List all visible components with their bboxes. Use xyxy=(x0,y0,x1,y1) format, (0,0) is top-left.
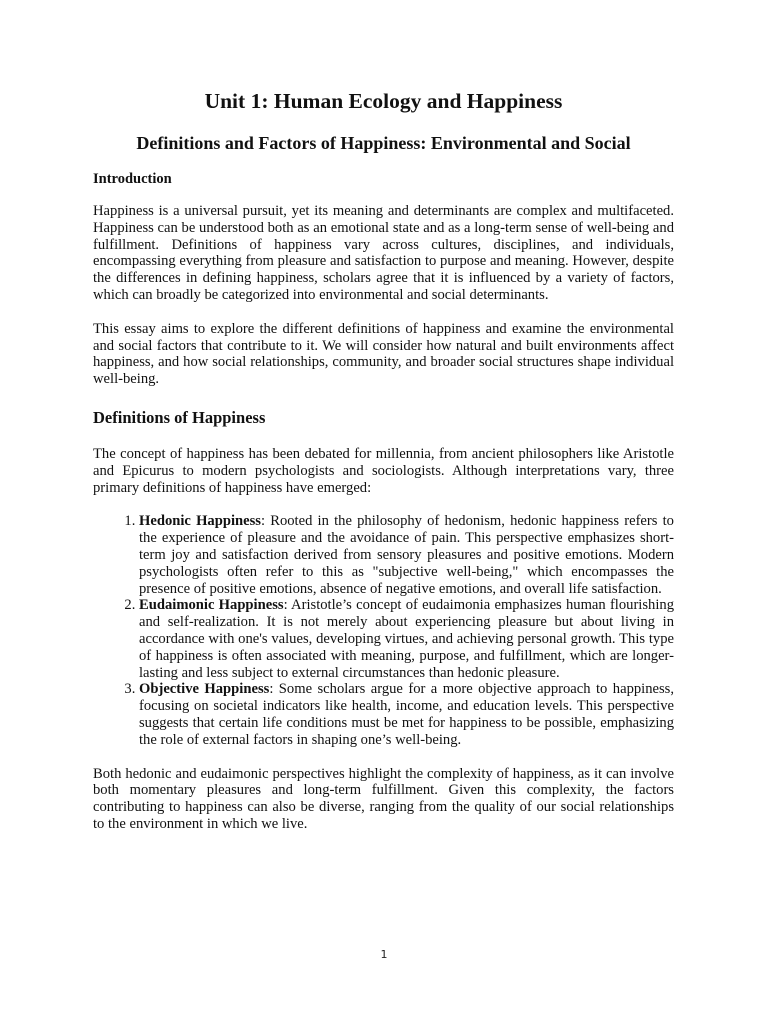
definition-term: Objective Happiness xyxy=(139,681,270,698)
closing-paragraph: Both hedonic and eudaimonic perspectives highlight the complexity of happiness, as it can involve both momentary pleasures and long-term fulfillment. Given this complexity, the factors contributing to happiness can also be diverse, ranging from the quality of our social relationships to the environment in which we live. xyxy=(93,765,674,832)
page-number: 1 xyxy=(380,948,388,961)
definition-text: : Rooted in the philosophy of hedonism, hedonic happiness refers to the experience of pleasure and the avoidance of pain. This perspective emphasizes short-term joy and satisfaction derived from sensory pleasures and positive emotions. Modern psychologists often refer to this as "subjective well-being," which encompasses the presence of positive emotions, absence of negative emotions, and overall life satisfaction. xyxy=(139,513,674,597)
definitions-heading: Definitions of Happiness xyxy=(93,407,266,427)
definition-text: : Aristotle’s concept of eudaimonia emphasizes human flourishing and self-realization. It is not merely about experiencing pleasure but about living in accordance with one's values, developing virtues, and achieving personal growth. This type of happiness is often associated with meaning, purpose, and fulfillment, which are longer-lasting and less subject to external circumstances than hedonic pleasure. xyxy=(139,597,674,681)
document-content xyxy=(93,86,674,833)
intro-paragraph-1: Happiness is a universal pursuit, yet its meaning and determinants are complex and multifaceted. Happiness can be understood both as an emotional state and as a long-term sense of well-being and fulfillment. Definitions of happiness vary across cultures, disciplines, and individuals, encompassing everything from pleasure and satisfaction to purpose and meaning. However, despite the differences in defining happiness, scholars agree that it is influenced by a variety of factors, which can broadly be categorized into environmental and social determinants. xyxy=(93,203,674,303)
definition-term: Eudaimonic Happiness xyxy=(139,597,284,614)
definition-item-hedonic xyxy=(139,513,674,597)
document-title: Unit 1: Human Ecology and Happiness xyxy=(204,89,563,113)
definitions-intro-paragraph: The concept of happiness has been debated for millennia, from ancient philosophers like Aristotle and Epicurus to modern psychologists and sociologists. Although interpretations vary, three primary definitions of happiness have emerged: xyxy=(93,445,674,496)
definition-item-objective xyxy=(139,681,674,748)
definition-term: Hedonic Happiness xyxy=(139,513,261,530)
intro-paragraph-2: This essay aims to explore the different definitions of happiness and examine the environmental and social factors that contribute to it. We will consider how natural and built environments affect happiness, and how social relationships, community, and broader social structures shape individual well-being. xyxy=(93,320,674,388)
document-subtitle: Definitions and Factors of Happiness: Environmental and Social xyxy=(136,133,631,153)
definition-item-eudaimonic xyxy=(139,597,674,681)
definition-text: : Some scholars argue for a more objective approach to happiness, focusing on societal indicators like health, income, and education levels. This perspective suggests that certain life conditions must be met for happiness to be possible, emphasizing the role of external factors in shaping one’s well-being. xyxy=(139,681,675,748)
definitions-list xyxy=(93,513,674,748)
introduction-heading: Introduction xyxy=(93,171,172,187)
